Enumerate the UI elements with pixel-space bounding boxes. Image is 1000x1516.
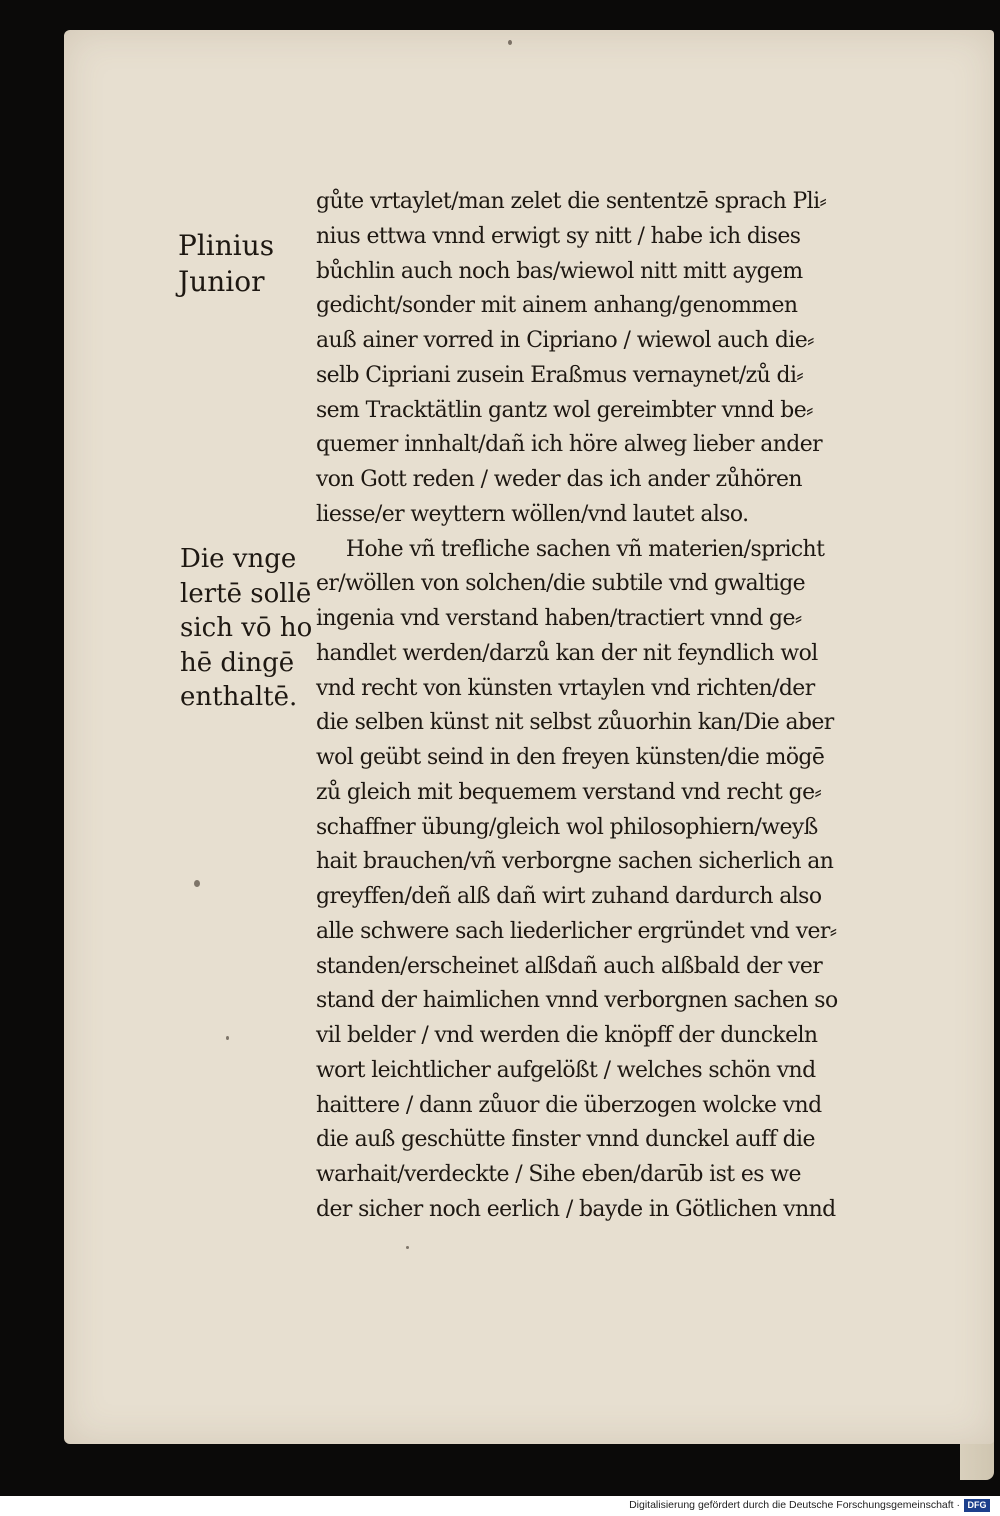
text-line: der sicher noch eerlich / bayde in Götlichen vnnd xyxy=(316,1196,836,1222)
text-line: alle schwere sach liederlicher ergründet vnd ver⸗ xyxy=(316,918,837,944)
text-line: stand der haimlichen vnnd verborgnen sachen so xyxy=(316,988,838,1014)
text-line: von Gott reden / weder das ich ander zůhören xyxy=(316,467,802,492)
ink-speck xyxy=(406,1246,409,1249)
text-line: hait brauchen/vñ verborgne sachen sicherlich an xyxy=(316,849,834,875)
text-line: warhait/verdeckte / Sihe eben/darūb ist es we xyxy=(316,1162,801,1187)
text-line: selb Cipriani zusein Eraßmus vernaynet/zů di⸗ xyxy=(316,362,804,388)
ink-speck xyxy=(508,40,512,45)
text-line: haittere / dann zůuor die überzogen wolcke vnd xyxy=(316,1092,822,1118)
text-line: liesse/er weyttern wöllen/vnd lautet also. xyxy=(316,501,749,527)
text-line: wort leichtlicher aufgelößt / welches schön vnd xyxy=(316,1057,816,1083)
text-line: auß ainer vorred in Cipriano / wiewol auch die⸗ xyxy=(316,328,814,353)
margin-note-plinius: Plinius Junior xyxy=(178,229,275,298)
text-line: ingenia vnd verstand haben/tractiert vnnd ge⸗ xyxy=(316,606,802,631)
text-line: quemer innhalt/dañ ich höre alweg lieber ander xyxy=(316,432,823,458)
text-line: die selben künst nit selbst zůuorhin kan/Die aber xyxy=(316,710,834,736)
text-line: schaffner übung/gleich wol philosophiern/weyß xyxy=(316,814,818,840)
text-line: gůte vrtaylet/man zelet die sententzē sprach Pli⸗ xyxy=(316,189,827,214)
text-line: nius ettwa vnnd erwigt sy nitt / habe ich dises xyxy=(316,223,801,249)
text-line: standen/erscheinet alßdañ auch alßbald der ver xyxy=(316,953,823,979)
text-line: er/wöllen von solchen/die subtile vnd gwaltige xyxy=(316,571,806,597)
text-line: die auß geschütte finster vnnd dunckel auff die xyxy=(316,1127,815,1153)
text-line: gedicht/sonder mit ainem anhang/genommen xyxy=(316,293,798,319)
text-line: zů gleich mit bequemem verstand vnd recht ge⸗ xyxy=(316,779,822,805)
footer xyxy=(0,1496,1000,1516)
text-line: handlet werden/darzů kan der nit feyndlich wol xyxy=(316,640,818,666)
text-line: wol geübt seind in den freyen künsten/die mögē xyxy=(316,745,825,770)
ink-speck xyxy=(194,880,200,887)
text-line: vil belder / vnd werden die knöpff der dunckeln xyxy=(316,1023,818,1048)
text-line: greyffen/deñ alß dañ wirt zuhand dardurch also xyxy=(316,884,822,909)
text-line: Hohe vñ trefliche sachen vñ materien/spricht xyxy=(345,536,825,562)
body-text xyxy=(316,185,946,1228)
margin-note-unlearned: Die vnge lertē sollē sich vō ho hē dingē enthaltē. xyxy=(180,544,313,712)
text-line: sem Tracktätlin gantz wol gereimbter vnnd be⸗ xyxy=(316,397,813,423)
text-line: vnd recht von künsten vrtaylen vnd richten/der xyxy=(316,675,815,701)
funding-credit: Digitalisierung gefördert durch die Deutsche Forschungsgemeinschaft · xyxy=(629,1499,960,1511)
dfg-logo: DFG xyxy=(964,1499,990,1512)
text-line: bůchlin auch noch bas/wiewol nitt mitt aygem xyxy=(316,258,803,284)
ink-speck xyxy=(226,1036,229,1040)
